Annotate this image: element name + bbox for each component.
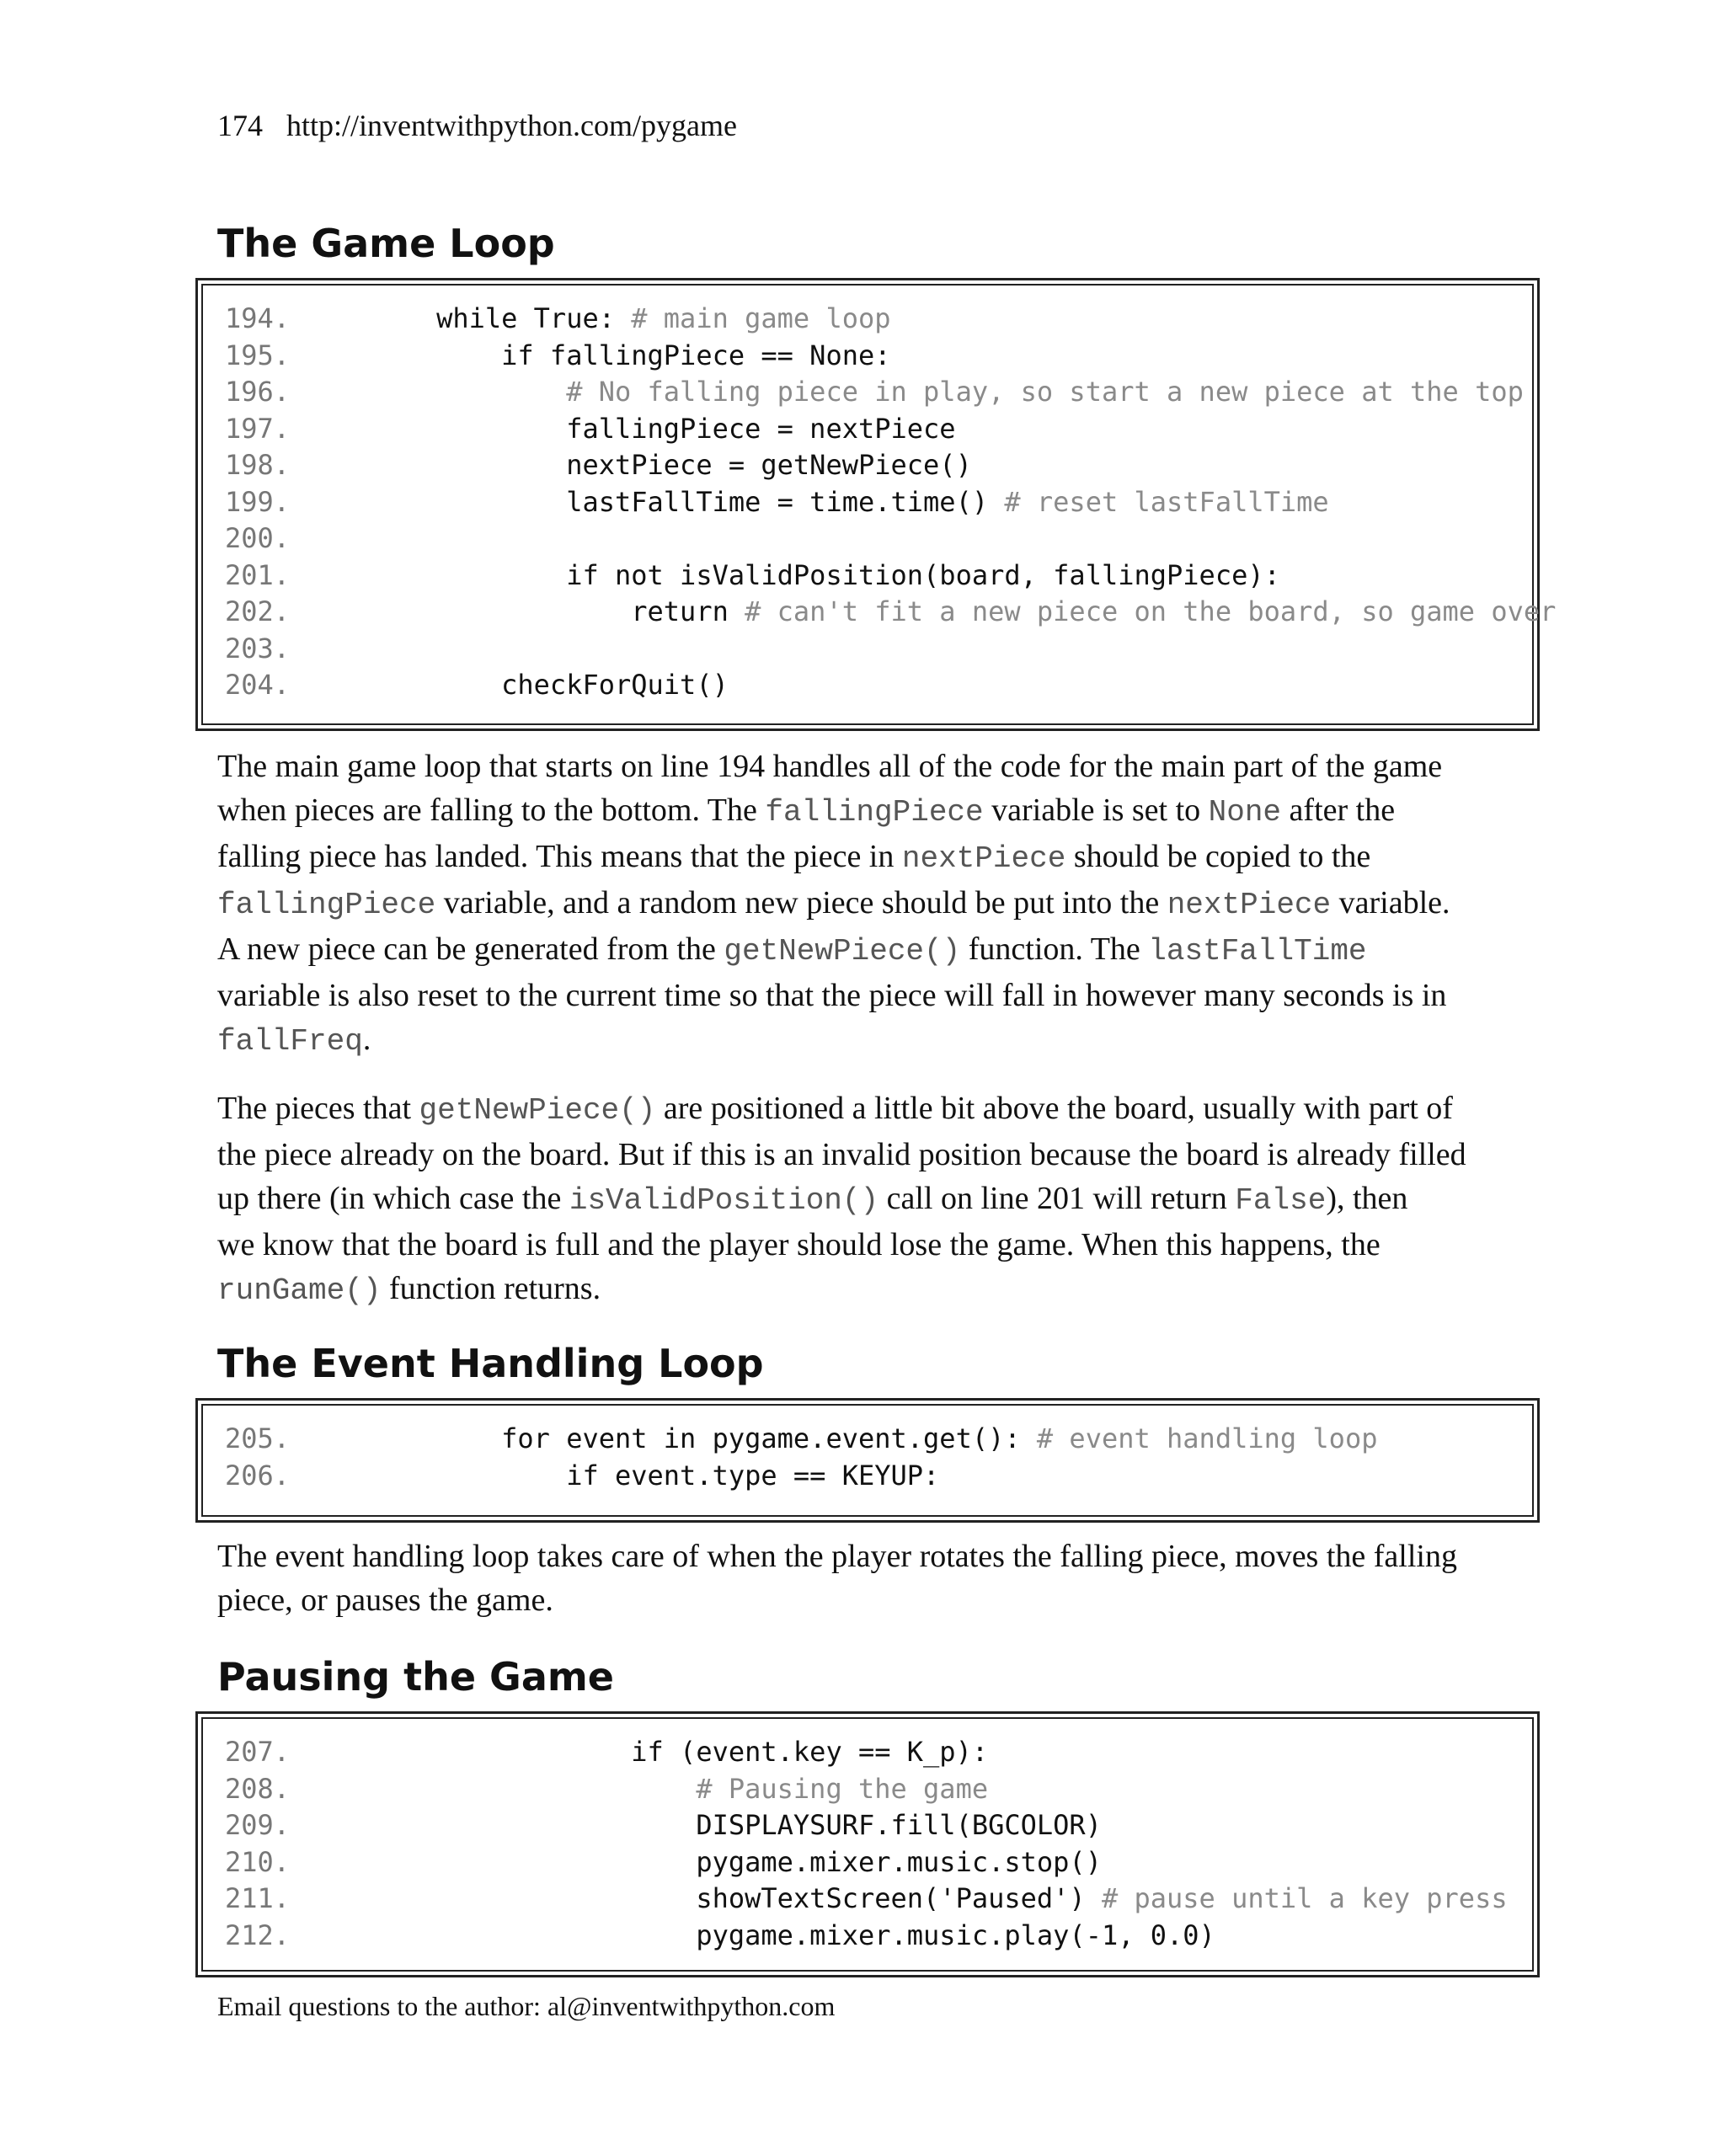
code-lines: [201, 1717, 1534, 1972]
text-run: call on line 201 will return: [879, 1181, 1236, 1216]
inline-code: nextPiece: [1167, 888, 1332, 922]
code-lines: [201, 284, 1557, 725]
text-run: when pieces are falling to the bottom. The: [217, 792, 766, 828]
line-number: 209.: [225, 1809, 291, 1841]
inline-code: fallingPiece: [217, 888, 436, 922]
code-comment: # pause until a key press: [1101, 1882, 1508, 1914]
text-run: The event handling loop takes care of when the player rotates the falling piece, moves the falling: [217, 1539, 1457, 1574]
code-text: for event in pygame.event.get():: [371, 1422, 1037, 1454]
code-comment: # Pausing the game: [696, 1772, 989, 1805]
text-run: should be copied to the: [1065, 839, 1371, 874]
text-line: [217, 1133, 1531, 1177]
code-line: [225, 1458, 1532, 1495]
text-line: [217, 835, 1531, 881]
code-comment: # event handling loop: [1036, 1422, 1378, 1454]
line-number: 205.: [225, 1422, 291, 1454]
inline-code: getNewPiece(): [419, 1093, 656, 1128]
code-line: [225, 1771, 1532, 1808]
code-text: if event.type == KEYUP:: [371, 1459, 940, 1492]
line-number: 206.: [225, 1459, 291, 1492]
page-header: [217, 108, 737, 143]
code-comment: # main game loop: [631, 302, 891, 334]
text-run: up there (in which case the: [217, 1181, 569, 1216]
code-comment: # can't fit a new piece on the board, so game over: [745, 595, 1557, 627]
line-number: 204.: [225, 669, 291, 701]
line-number: 210.: [225, 1845, 291, 1878]
code-text: checkForQuit(): [371, 669, 729, 701]
code-block-pausing: [195, 1711, 1540, 1977]
code-line: [225, 520, 1532, 558]
code-text: return: [371, 595, 745, 627]
text-line: [217, 881, 1531, 927]
text-run: ), then: [1326, 1181, 1408, 1216]
line-number: 194.: [225, 302, 291, 334]
inline-code: lastFallTime: [1148, 934, 1367, 969]
code-line: [225, 447, 1532, 484]
text-run: The pieces that: [217, 1091, 419, 1126]
text-run: function. The: [960, 931, 1149, 967]
inline-code: getNewPiece(): [724, 934, 961, 969]
text-run: the piece already on the board. But if this is an invalid position because the board is already filled: [217, 1137, 1466, 1172]
text-run: after the: [1281, 792, 1396, 828]
text-run: A new piece can be generated from the: [217, 931, 724, 967]
code-text: DISPLAYSURF.fill(BGCOLOR): [371, 1809, 1102, 1841]
inline-code: fallFreq: [217, 1024, 363, 1059]
text-line: [217, 1267, 1531, 1313]
text-line: [217, 1086, 1531, 1133]
code-line: [225, 594, 1557, 631]
code-line: [225, 1918, 1532, 1955]
line-number: 196.: [225, 376, 291, 408]
inline-code: False: [1235, 1183, 1327, 1218]
code-text: [371, 1773, 696, 1805]
paragraph-event-loop: [217, 1534, 1531, 1622]
inline-code: isValidPosition(): [569, 1183, 879, 1218]
inline-code: fallingPiece: [765, 795, 984, 830]
section-heading-pausing: Pausing the Game: [217, 1654, 614, 1700]
text-run: function returns.: [381, 1271, 601, 1306]
code-text: if (event.key == K_p):: [371, 1736, 989, 1768]
code-text: if fallingPiece == None:: [371, 339, 891, 371]
code-line: [225, 558, 1532, 595]
section-heading-game-loop: The Game Loop: [217, 221, 555, 266]
code-text: lastFallTime = time.time(): [371, 485, 1005, 518]
code-comment: # reset lastFallTime: [1004, 485, 1329, 518]
line-number: 203.: [225, 632, 291, 664]
text-run: variable.: [1331, 885, 1450, 921]
inline-code: nextPiece: [901, 841, 1066, 876]
line-number: 201.: [225, 558, 291, 591]
code-text: pygame.mixer.music.play(-1, 0.0): [371, 1919, 1215, 1951]
line-number: 198.: [225, 449, 291, 481]
code-text: pygame.mixer.music.stop(): [371, 1845, 1102, 1878]
text-run: falling piece has landed. This means that the piece in: [217, 839, 902, 874]
inline-code: runGame(): [217, 1273, 382, 1308]
text-line: [217, 1223, 1531, 1267]
code-line: [225, 667, 1532, 704]
code-text: showTextScreen('Paused'): [371, 1882, 1102, 1914]
text-line: [217, 974, 1531, 1017]
line-number: 202.: [225, 595, 291, 627]
text-run: .: [362, 1022, 371, 1057]
code-text: fallingPiece = nextPiece: [371, 412, 956, 445]
inline-code: None: [1208, 795, 1282, 830]
text-line: [217, 1017, 1531, 1064]
code-block-event-loop: [195, 1398, 1540, 1523]
code-text: if not isValidPosition(board, fallingPiece):: [371, 558, 1280, 591]
code-text: while True:: [371, 302, 632, 334]
line-number: 195.: [225, 339, 291, 371]
text-line: [217, 1177, 1531, 1223]
text-line: [217, 1534, 1531, 1578]
text-line: [217, 927, 1531, 974]
text-line: [217, 788, 1531, 835]
code-lines: [201, 1404, 1534, 1517]
text-run: The main game loop that starts on line 194 handles all of the code for the main part of the game: [217, 749, 1443, 784]
text-run: variable is also reset to the current time so that the piece will fall in however many seconds is in: [217, 978, 1447, 1013]
code-comment: # No falling piece in play, so start a new piece at the top: [566, 376, 1524, 408]
line-number: 212.: [225, 1919, 291, 1951]
code-line: [225, 484, 1532, 521]
code-text: nextPiece = getNewPiece(): [371, 449, 972, 481]
paragraph-main-loop: [217, 744, 1531, 1064]
text-line: [217, 744, 1531, 788]
line-number: 208.: [225, 1772, 291, 1805]
text-run: variable, and a random new piece should be put into the: [435, 885, 1167, 921]
code-line: [225, 631, 1532, 668]
paragraph-new-piece-invalid: [217, 1086, 1531, 1313]
code-text: [371, 376, 566, 408]
page-footer: Email questions to the author: al@inventwithpython.com: [217, 1991, 836, 2021]
code-line: [225, 1881, 1532, 1918]
code-line: [225, 1421, 1532, 1458]
text-run: piece, or pauses the game.: [217, 1582, 553, 1618]
text-line: [217, 1578, 1531, 1622]
header-url: http://inventwithpython.com/pygame: [286, 109, 737, 142]
line-number: 197.: [225, 412, 291, 445]
code-line: [225, 301, 1532, 338]
code-block-game-loop: [195, 278, 1557, 731]
text-run: we know that the board is full and the player should lose the game. When this happens, the: [217, 1227, 1381, 1262]
code-line: [225, 411, 1532, 448]
line-number: 199.: [225, 485, 291, 518]
text-run: are positioned a little bit above the board, usually with part of: [655, 1091, 1453, 1126]
line-number: 200.: [225, 522, 291, 554]
code-line: [225, 1844, 1532, 1881]
line-number: 207.: [225, 1736, 291, 1768]
section-heading-event-loop: The Event Handling Loop: [217, 1341, 764, 1386]
line-number: 211.: [225, 1882, 291, 1914]
code-line: [225, 338, 1532, 375]
code-line: [225, 1807, 1532, 1844]
text-run: variable is set to: [983, 792, 1209, 828]
code-line: [225, 374, 1532, 411]
page-number: 174: [217, 109, 263, 142]
code-line: [225, 1734, 1532, 1771]
